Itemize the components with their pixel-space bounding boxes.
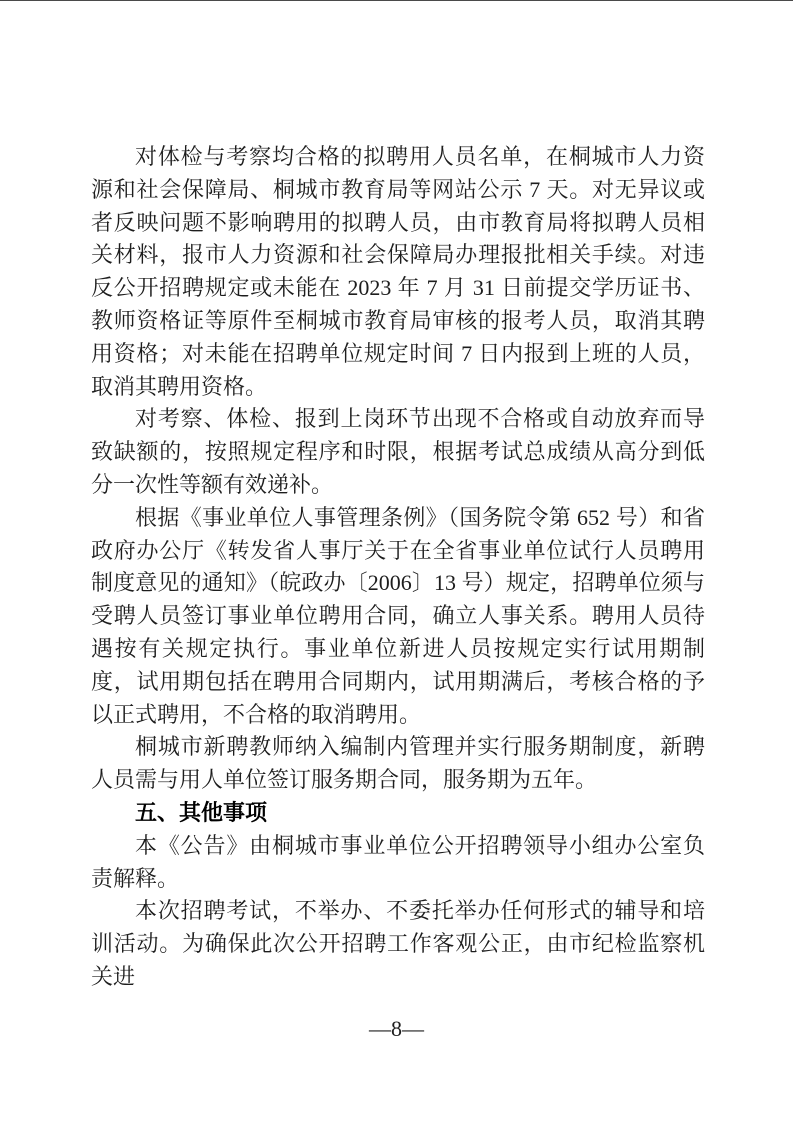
- page-top-edge: [0, 0, 793, 1]
- section-heading-other-matters: 五、其他事项: [135, 799, 268, 825]
- paragraph-vacancy-replacement: 对考察、体检、报到上岗环节出现不合格或自动放弃而导致缺额的，按照规定程序和时限，根据考试总成绩从高分到低分一次性等额有效递补。: [91, 406, 705, 497]
- document-body: [91, 141, 705, 994]
- paragraph-no-training: 本次招聘考试，不举办、不委托举办任何形式的辅导和培训活动。为确保此次公开招聘工作客观公正，由市纪检监察机关进: [91, 898, 705, 989]
- paragraph-publicity-and-approval: 对体检与考察均合格的拟聘用人员名单，在桐城市人力资源和社会保障局、桐城市教育局等网站公示 7 天。对无异议或者反映问题不影响聘用的拟聘人员，由市教育局将拟聘人员相关材料，报市人力资源和社会保障局办理报批相关手续。对违反公开招聘规定或未能在 2023 年 7 月 31 日前提交学历证书、教师资格证等原件至桐城市教育局审核的报考人员，取消其聘用资格；对未能在招聘单位规定时间 7 日内报到上班的人员，取消其聘用资格。: [91, 144, 705, 399]
- paragraph-employment-contract: 根据《事业单位人事管理条例》（国务院令第 652 号）和省政府办公厅《转发省人事厅关于在全省事业单位试行人员聘用制度意见的通知》（皖政办〔2006〕13 号）规定，招聘单位须与受聘人员签订事业单位聘用合同，确立人事关系。聘用人员待遇按有关规定执行。事业单位新进人员按规定实行试用期制度，试用期包括在聘用合同期内，试用期满后，考核合格的予以正式聘用，不合格的取消聘用。: [91, 504, 705, 727]
- paragraph-interpretation: 本《公告》由桐城市事业单位公开招聘领导小组办公室负责解释。: [91, 832, 705, 891]
- paragraph-service-period: 桐城市新聘教师纳入编制内管理并实行服务期制度，新聘人员需与用人单位签订服务期合同，服务期为五年。: [91, 734, 705, 793]
- page-number: —8—: [369, 1016, 424, 1041]
